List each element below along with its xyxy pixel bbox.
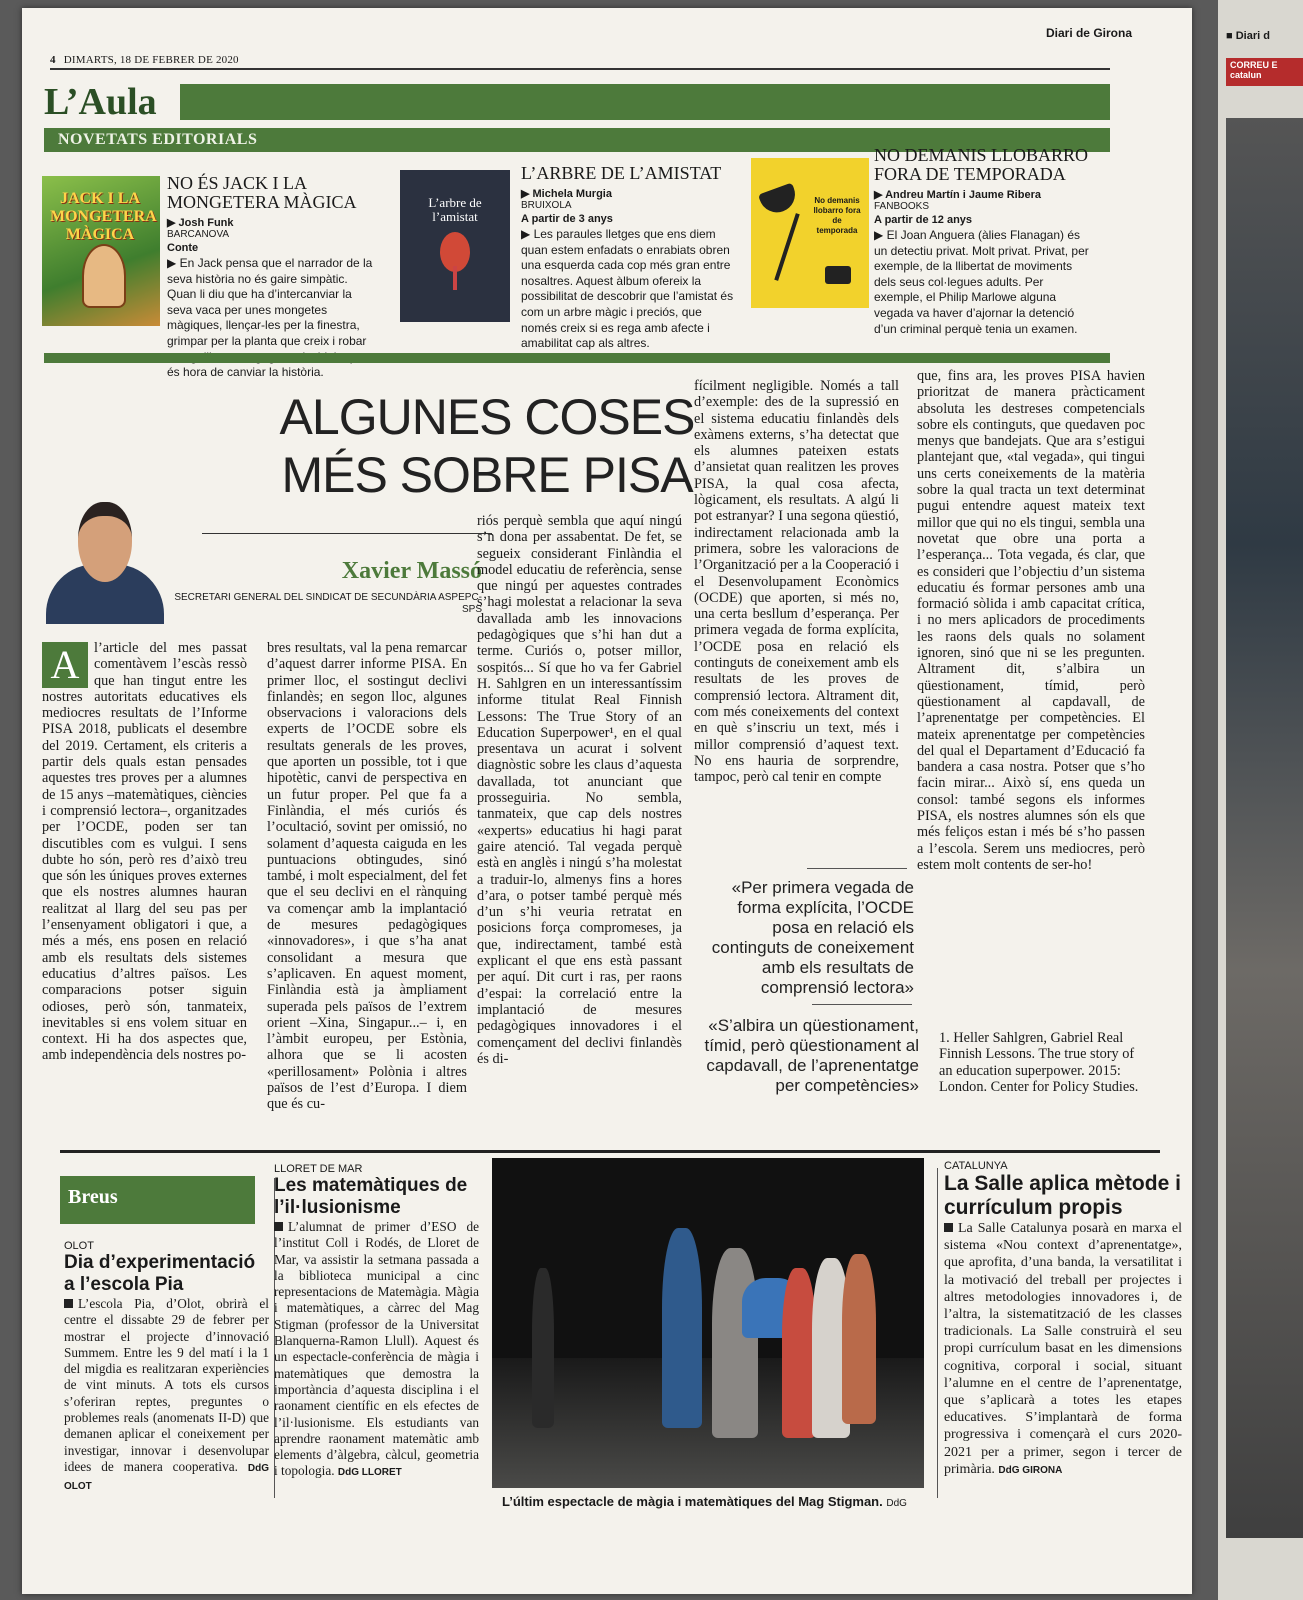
magic-show-photo: [492, 1158, 924, 1488]
book-author: ▶ Andreu Martín i Jaume Ribera: [874, 189, 1041, 201]
cover-title: JACK I LA MONGETERA MÀGICA: [50, 190, 157, 243]
person-figure: [532, 1268, 554, 1428]
book-cover-jack: [42, 176, 160, 326]
book-publisher: BARCANOVA: [167, 229, 230, 240]
book-review-1: [167, 174, 377, 381]
photo-caption: L’últim espectacle de màgia i matemàtiques del Mag Stigman. DdG: [502, 1494, 907, 1509]
book-review-3: [874, 146, 1094, 337]
square-bullet-icon: [274, 1222, 283, 1231]
drop-cap: A: [42, 642, 88, 688]
person-figure: [712, 1248, 758, 1438]
quote-rule: [812, 1004, 912, 1005]
quote-rule: [807, 868, 907, 869]
breus-box: [60, 1176, 255, 1224]
section-title: L’Aula: [44, 81, 157, 123]
article-column-1: A l’article del mes passat comentàvem l’escàs ressò que han tingut entre les nostres autoritats educatives els mediocres resultats de l’Informe PISA 2018, publicats el desembre del 2019. Certament, els criteris a partir dels quals estan pensades aquestes tres proves per a alumnes de 15 anys –matemàtiques, ciències i comprensió lectora–, organitzades per l’OCDE, poden ser tan discutibles com es vulgui. I sens dubte ho són, però res d’això treu que són les úniques proves externes que els nostres alumnes hauran realitzat al llarg del seu pas per l’ensenyament obligatori i que, a més a més, ens posen en relació amb els resultats dels sistemes educatius d’altres països. Les comparacions potser siguin odioses, però són, tanmateix, inevitables si ens volem situar en context. Hi ha dos aspectes que, amb independència dels nostres po-: [42, 640, 247, 1064]
article-headline: [272, 388, 702, 504]
brief-olot: [64, 1240, 269, 1496]
book-author: ▶ Josh Funk: [167, 217, 234, 229]
book-review-2: [521, 164, 736, 352]
top-rule: [50, 68, 1110, 70]
book-publisher: BRUIXOLA: [521, 200, 572, 211]
page-number: 4: [50, 54, 56, 66]
brief-lloret: [274, 1163, 479, 1482]
footnote: 1. Heller Sahlgren, Gabriel Real Finnish Lessons. The true story of an education superpower. 2015: London. Center for Policy Studies.: [939, 1030, 1139, 1095]
lamp-arm: [774, 213, 799, 281]
brief-text: L’escola Pia, d’Olot, obrirà el centre el dissabte 29 de febrer per mostrar el projecte d’innovació Summem. Entre les 9 del matí i la 1 del migdia es realitzaran experiències de vint minuts. A tots els cursos s’oferiran reptes, preguntes o problemes reals (anomenats II-D) que demanen aplicar el coneixement per investigar, innovar i desenvolupar idees de manera cooperativa. DdG OLOT: [64, 1296, 269, 1493]
square-bullet-icon: [64, 1299, 73, 1308]
section-bar: [180, 84, 1110, 120]
dateline: [50, 54, 239, 66]
brief-headline: La Salle aplica mètode i currículum propis: [944, 1172, 1181, 1219]
brief-kicker: LLORET DE MAR: [274, 1163, 363, 1175]
column-rule: [937, 1168, 938, 1498]
book-title: L’ARBRE DE L’AMISTAT: [521, 163, 722, 183]
brief-text: L’alumnat de primer d’ESO de l’institut Coll i Rodés, de Lloret de Mar, va assistir la setmana passada a la biblioteca municipal a cinc representacions de Matemàgia. Màgia i matemàtiques, a càrrec del Mag Stigman (professor de la Universitat Blanquerna-Ramon Llull). Aquest és un espectacle-conferència de màgia i matemàtiques que demostra la importància d’aquesta disciplina i el raonament científic en els efectes de l’il·lusionisme. Els estudiants van aprendre raonament matemàtic amb elements d’àlgebra, càlcul, geometria i topologia. DdG LLORET: [274, 1219, 479, 1479]
book-age: A partir de 12 anys: [874, 214, 973, 226]
brief-kicker: CATALUNYA: [944, 1160, 1008, 1172]
tree-trunk: [453, 266, 457, 290]
book-description: ▶ El Joan Anguera (àlies Flanagan) és un detectiu privat. Molt privat. Privat, per exemple, de la llibertat de moviments dels seus col·legues adults. Per exemple, el Philip Marlowe alguna vegada va haver d’ajornar la detenció d’un criminal perquè tenia un examen.: [874, 228, 1089, 336]
author-name: Xavier Massó: [341, 558, 482, 584]
author-portrait: [40, 494, 168, 624]
book-cover-arbre: [400, 170, 510, 322]
adjacent-masthead: ■ Diari d: [1226, 30, 1270, 42]
brand-masthead: Diari de Girona: [1045, 26, 1132, 40]
adjacent-photo: [1226, 118, 1303, 1538]
book-cover-llobarro: [751, 158, 869, 308]
article-column-2: bres resultats, val la pena remarcar d’aquest darrer informe PISA. En primer lloc, el sostingut declivi finlandès; en segon lloc, algunes observacions i valoracions dels experts de l’OCDE sobre els resultats generals de les proves, que aporten un possible, tot i que hipotètic, canvi de perspectiva en un futur proper. Pel que fa a Finlàndia, el més curiós és l’ocultació, sovint per omissió, no solament d’aquesta caiguda en les puntuacions obtingudes, sinó també, i molt especialment, del fet que el seu declivi en el rànquing va començar amb la implantació de mesures pedagògiques «innovadores», i que s’ha anat consolidant a mesura que s’aplicaven. En aquest moment, Finlàndia està ja àmpliament superada pels països de l’extrem orient –Xina, Singapur...– i, en l’àmbit europeu, per Estònia, alhora que se li acosten «perillosament» Polònia i altres països de l’est d’Europa. I diem que és cu-: [267, 640, 467, 1113]
headline-line-2: MÉS SOBRE PISA: [281, 447, 693, 503]
cover-title: No demanis llobarro fora de temporada: [813, 196, 861, 235]
cover-title: L’arbre de l’amistat: [428, 195, 482, 224]
adjacent-red-box: CORREU E catalun: [1226, 58, 1303, 86]
person-figure: [842, 1254, 876, 1424]
section-divider: [44, 353, 1110, 363]
brief-la-salle: [944, 1160, 1182, 1479]
article-column-4: fícilment negligible. Només a tall d’exemple: des de la supressió en el sistema educatiu finlandès dels exàmens externs, s’ha detectat que els alumnes pateixen estats d’ansietat quan realitzen les proves PISA, la qual cosa afecta, lògicament, els resultats. A algú li pot estranyar? I una segona qüestió, indirectament relacionada amb la primera, sobre les valoracions de l’Organització per a la Cooperació i el Desenvolupament Econòmics (OCDE) que aporten, si més no, una certa besllum d’esperança. Per primera vegada de forma explícita, l’OCDE posa en relació els continguts de coneixement amb els resultats de les proves de comprensió lectora. Altrament dit, com més coneixements del context en què s’inscriu un text, més i millor comprensió d’aquest text. No ens hauria de sorprendre, tampoc, però cal tenir en compte: [694, 378, 899, 786]
square-bullet-icon: [944, 1223, 953, 1232]
brief-headline: Dia d’experimentació a l’escola Pia: [64, 1252, 256, 1295]
portrait-head: [78, 502, 132, 582]
brief-kicker: OLOT: [64, 1240, 94, 1252]
pull-quote-1: «Per primera vegada de forma explícita, l’OCDE posa en relació els continguts de coneixement amb els resultats de comprensió lectora»: [711, 878, 914, 997]
lamp-illustration: [758, 183, 800, 218]
brief-text: La Salle Catalunya posarà en marxa el sistema «Nou context d’aprenentatge», que aprofita, d’una banda, la versatilitat i la motivació del treball per projectes i altres metodologies innovadores i, de l’altra, la sistematització de les classes tradicionals. La Salle construirà el seu propi currículum basat en les dimensions cognitiva, corporal i social, situant l’alumne en el centre de l’aprenentatge, que s’aplicarà a totes les etapes educatives. S’implantarà de forma progressiva i començarà el curs 2020-2021 per a primer, segon i tercer de primària. DdG GIRONA: [944, 1221, 1182, 1477]
breus-label: Breus: [68, 1186, 118, 1208]
adjacent-page-edge: [1218, 0, 1303, 1600]
pull-quote-2: «S’albira un qüestionament, tímid, però qüestionament al capdavall, de l’aprenentatge per competències»: [704, 1016, 919, 1095]
newspaper-page: [22, 8, 1192, 1594]
headline-rule: [202, 533, 492, 534]
person-figure: [662, 1228, 702, 1428]
character-illustration: [82, 244, 126, 308]
bottom-rule: [60, 1150, 1160, 1153]
book-age: Conte: [167, 242, 199, 254]
book-description: ▶ En Jack pensa que el narrador de la seva història no és gaire simpàtic. Quan li diu que ha d’intercanviar la seva vaca per unes mongetes màgiques, llençar-les per la finestra, grimpar per la planta que creix i robar és hora de canviar la història.: [167, 256, 373, 380]
headline-line-1: ALGUNES COSES: [279, 389, 695, 445]
person-figure: [782, 1268, 816, 1438]
book-title: NO ÉS JACK I LA MONGETERA MÀGICA: [167, 173, 357, 212]
article-column-3: riós perquè sembla que aquí ningú s’n dona per assabentat. De fet, se segueix considerant Finlàndia el model educatiu de referència, sense que ningú per aquestes contrades s’hagi molestat a relacionar la seva davallada amb les innovacions pedagògiques que s’hi han dut a terme. Curiós o, potser millor, sospitós... Sí que ho va fer Gabriel H. Sahlgren en un interessantíssim informe titulat Real Finnish Lessons: The True Story of an Education Superpower¹, en el qual presentava un acurat i solvent diagnòstic sobre les claus d’aquesta davallada, tot anunciant que prosseguiria. No sembla, tanmateix, que cap dels nostres «experts» educatius hi hagi parat gaire atenció. Tal vegada perquè està en anglès i ningú s’ha molestat a traduir-lo, almenys fins a hores d’ara, o potser també perquè més d’un s’hi veuria retratat en posicions força compromeses, ja que, indirectament, també està explicant el que ens està passant per aquí. Dit curt i ras, per raons d’espai: la correlació entre la implantació de mesures pedagògiques innovadores i el començament del declivi finlandès és di-: [477, 513, 682, 1067]
brief-headline: Les matemàtiques de l’il·lusionisme: [274, 1175, 468, 1218]
novetats-label: NOVETATS EDITORIALS: [58, 131, 258, 148]
date: DIMARTS, 18 DE FEBRER DE 2020: [63, 54, 239, 66]
book-description: ▶ Les paraules lletges que ens diem quan estem enfadats o enrabiats obren una esquerda cada cop més gran entre nosaltres. Aquest àlbum ofereix la possibilitat de descobrir que l’amistat és com un arbre màgic i preciós, que només creix si es rega amb afecte i amabilitat cap als altres.: [521, 227, 734, 351]
book-publisher: FANBOOKS: [874, 201, 930, 212]
article-column-5: que, fins ara, les proves PISA havien prioritzat de manera pràcticament absoluta les destreses competencials sobre els continguts, que quedaven poc menys que bandejats. Que ara s’estigui plantejant que, «tal vegada», qui tingui uns certs coneixements de la matèria sobre la qual tracta un text determinat pugui entendre aquest mateix text millor que qui no els tingui, sembla una novetat que obre una porta a l’esperança... Tota vegada, és clar, que es consideri que l’objectiu d’un sistema educatiu és formar persones amb una formació sòlida i amb capacitat crítica, i no mers aplicadors de procediments les raons dels quals no solament ignoren, sinó que ni se les pregunten. Altrament dit, s’albira un qüestionament, tímid, però qüestionament al capdavall, de l’aprenentatge per competències. El mateix aprenentatge per competències del qual el Departament d’Educació fa bandera a casa nostra. Potser que s’ho facin mirar... Això sí, ens queda un consol: també segons els informes PISA, els nostres alumnes són els que més feliços estan i més bé s’ho passen a l’escola. Serem uns mediocres, però estem molt contents de ser-ho!: [917, 368, 1145, 873]
book-author: ▶ Michela Murgia: [521, 188, 612, 200]
camera-illustration: [825, 266, 851, 284]
book-age: A partir de 3 anys: [521, 213, 613, 225]
book-title: NO DEMANIS LLOBARRO FORA DE TEMPORADA: [874, 145, 1089, 184]
author-role: SECRETARI GENERAL DEL SINDICAT DE SECUNDÀRIA ASPEPC-SPS: [174, 592, 482, 615]
